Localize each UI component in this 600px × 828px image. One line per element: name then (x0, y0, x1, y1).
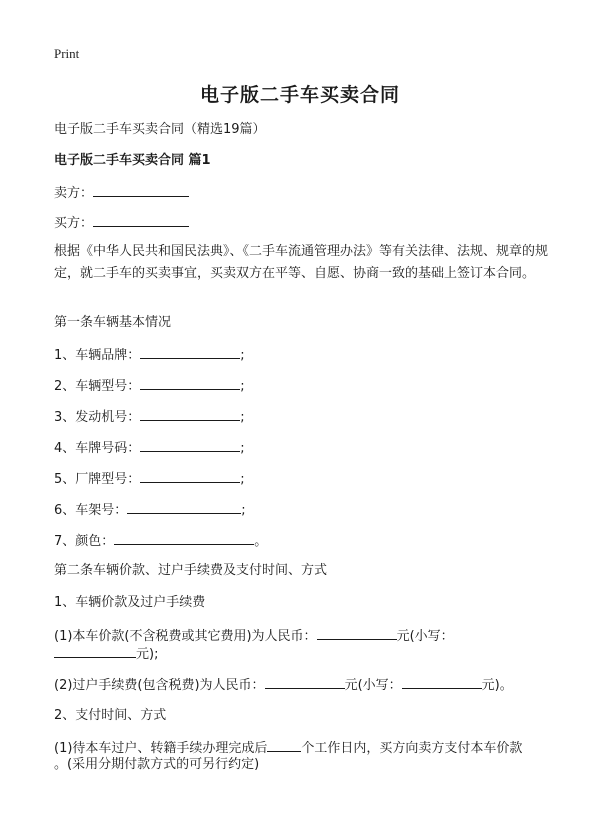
vehicle-item-end: 。 (254, 534, 268, 549)
price-blank-figure (54, 644, 136, 658)
fee-line (54, 675, 513, 694)
fee-blank-amount (265, 675, 345, 689)
vehicle-item-label: 4、车牌号码： (54, 441, 141, 456)
pay-line-cont: 。(采用分期付款方式的可另行约定) (54, 757, 260, 772)
vehicle-item-end: ; (240, 410, 245, 425)
vehicle-item (54, 500, 246, 519)
pay-line (54, 738, 522, 757)
vehicle-item (54, 531, 267, 550)
pay-text-a: (1)待本车过户、转籍手续办理完成后 (54, 741, 268, 756)
vehicle-item-end: ; (240, 348, 245, 363)
vehicle-item (54, 345, 245, 364)
print-link[interactable]: Print (54, 46, 80, 61)
vehicle-item-blank (114, 531, 254, 545)
fee-text-c: 元)。 (481, 678, 513, 693)
vehicle-item (54, 376, 245, 395)
intro-line: 电子版二手车买卖合同（精选19篇） (54, 122, 266, 137)
pay-text-b: 个工作日内，买方向卖方支付本车价款 (301, 741, 523, 756)
vehicle-item-blank (140, 376, 240, 390)
vehicle-item-end: ; (241, 503, 246, 518)
article1-title: 第一条车辆基本情况 (54, 315, 172, 330)
vehicle-item-blank (140, 407, 240, 421)
price-text-b: 元(小写： (396, 629, 454, 644)
price-text-a: (1)本车价款(不含税费或其它费用)为人民币： (54, 629, 317, 644)
vehicle-item-end: ; (240, 379, 245, 394)
price-blank-amount (317, 626, 397, 640)
price-text-c: 元); (136, 647, 159, 662)
vehicle-item-label: 1、车辆品牌： (54, 348, 141, 363)
buyer-line (54, 213, 189, 232)
buyer-blank (93, 213, 189, 227)
section-heading: 电子版二手车买卖合同 篇1 (54, 153, 211, 168)
seller-line (54, 183, 189, 202)
price-line-cont (54, 644, 158, 663)
vehicle-item-label: 2、车辆型号： (54, 379, 141, 394)
price-line (54, 626, 454, 645)
article2-sub2: 2、支付时间、方式 (54, 708, 167, 723)
buyer-label: 买方： (54, 216, 94, 231)
vehicle-item-end: ; (240, 441, 245, 456)
vehicle-item-label: 6、车架号： (54, 503, 128, 518)
vehicle-item-blank (140, 345, 240, 359)
vehicle-item-blank (140, 438, 240, 452)
vehicle-item-blank (140, 469, 240, 483)
preamble-paragraph: 根据《中华人民共和国民法典》、《二手车流通管理办法》等有关法律、法规、规章的规定，就二手车的买卖事宜，买卖双方在平等、自愿、协商一致的基础上签订本合同。 (54, 244, 549, 281)
vehicle-item-label: 5、厂牌型号： (54, 472, 141, 487)
fee-text-a: (2)过户手续费(包含税费)为人民币： (54, 678, 265, 693)
article2-sub1: 1、车辆价款及过户手续费 (54, 595, 206, 610)
seller-label: 卖方： (54, 186, 94, 201)
vehicle-item-label: 7、颜色： (54, 534, 115, 549)
article2-title: 第二条车辆价款、过户手续费及支付时间、方式 (54, 563, 328, 578)
document-title: 电子版二手车买卖合同 (199, 84, 400, 106)
fee-text-b: 元(小写： (344, 678, 402, 693)
vehicle-item-label: 3、发动机号： (54, 410, 141, 425)
vehicle-item-end: ; (240, 472, 245, 487)
vehicle-item (54, 438, 245, 457)
fee-blank-figure (402, 675, 482, 689)
vehicle-item (54, 407, 245, 426)
vehicle-item (54, 469, 245, 488)
vehicle-item-blank (127, 500, 241, 514)
pay-blank-days (267, 738, 301, 752)
seller-blank (93, 183, 189, 197)
